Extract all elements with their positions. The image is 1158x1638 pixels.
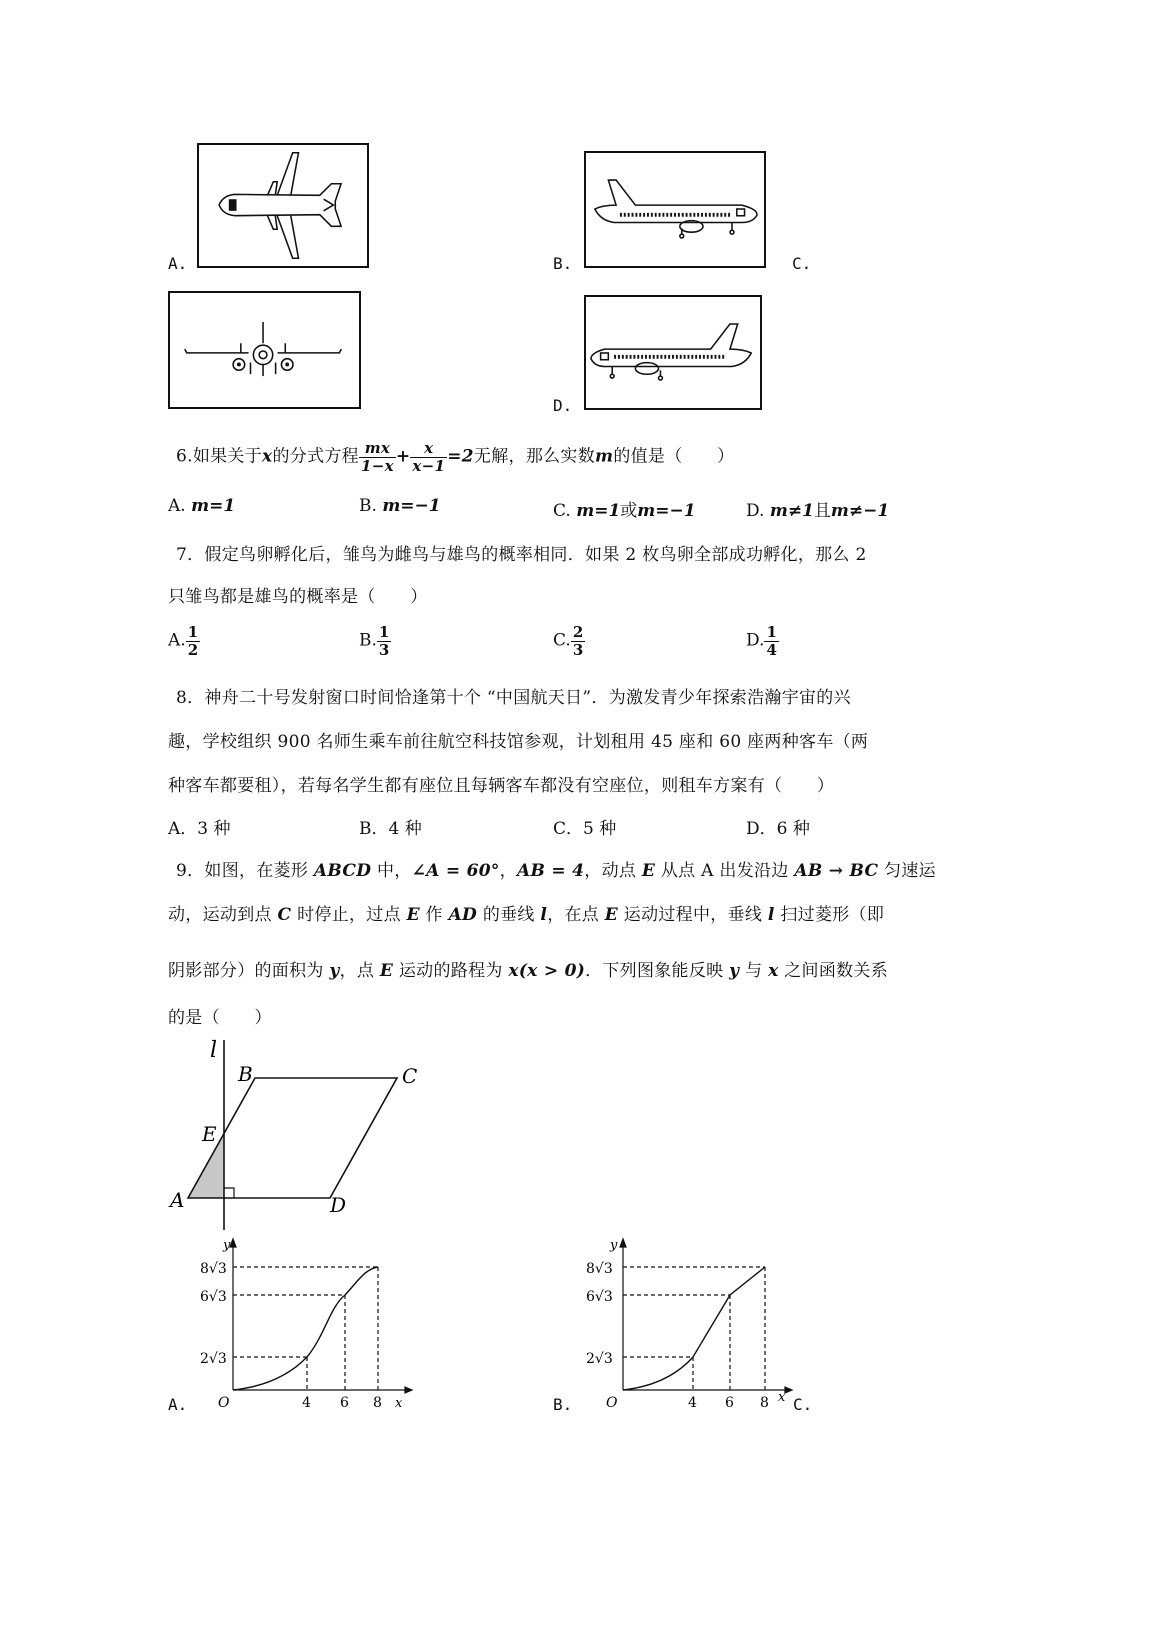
graph-option-a <box>190 1235 420 1415</box>
option-c-label: C. <box>792 254 812 273</box>
svg-text:6: 6 <box>725 1395 734 1411</box>
label-C: C <box>402 1064 418 1088</box>
q8-stem-line1: 8．神舟二十号发射窗口时间恰逢第十个 “中国航天日”．为激发青少年探索浩瀚宇宙的兴 <box>176 688 851 708</box>
q9-stem-line1: 9．如图，在菱形 ABCD 中，∠A = 60°，AB = 4，动点 E 从点 A 出发沿边 AB → BC 匀速运 <box>176 861 936 881</box>
svg-text:y: y <box>223 1238 231 1253</box>
q7-option-d: D. $\frac{1}{4}$ <box>746 623 777 659</box>
q6-stem: 6.如果关于x的分式方程 $\frac{mx}{1-x}$ + $\frac{x}{x-1}$ =2无解，那么实数m的值是（ ） <box>176 439 735 475</box>
svg-text:2√3: 2√3 <box>586 1351 613 1367</box>
svg-text:8√3: 8√3 <box>200 1261 227 1277</box>
label-E: E <box>202 1122 217 1146</box>
rhombus-figure <box>160 1035 440 1235</box>
q9-stem-line2: 动，运动到点 C 时停止，过点 E 作 AD 的垂线 l，在点 E 运动过程中，垂线 l 扫过菱形（即 <box>168 905 885 925</box>
option-b-label: B. <box>553 254 573 273</box>
svg-text:4: 4 <box>302 1395 311 1411</box>
q6-option-d: D. m≠1且m≠−1 <box>746 501 890 521</box>
option-c-figure <box>168 291 361 409</box>
q7-option-a: A. $\frac{1}{2}$ <box>168 623 199 659</box>
option-a-figure <box>197 143 369 268</box>
svg-text:8: 8 <box>373 1395 382 1411</box>
q9-stem-line4: 的是（ ） <box>168 1008 272 1028</box>
q6-fraction-1: $\frac{mx}{1-x}$ <box>360 439 394 475</box>
svg-text:8: 8 <box>760 1395 769 1411</box>
q6-option-a: A. m=1 <box>168 496 236 516</box>
graph-c-label: C. <box>793 1395 813 1414</box>
q8-stem-line2: 趣，学校组织 900 名师生乘车前往航空科技馆参观，计划租用 45 座和 60 座两种客车（两 <box>168 732 869 752</box>
svg-text:6√3: 6√3 <box>200 1289 227 1305</box>
q8-stem-line3: 种客车都要租），若每名学生都有座位且每辆客车都没有空座位，则租车方案有（ ） <box>168 776 835 796</box>
q8-option-c: C．5 种 <box>553 819 617 839</box>
q7-stem-line2: 只雏鸟都是雄鸟的概率是（ ） <box>168 587 428 607</box>
option-a-label: A. <box>168 254 188 273</box>
svg-text:x: x <box>395 1396 403 1411</box>
q6-option-b: B. m=−1 <box>359 496 441 516</box>
q8-option-b: B．4 种 <box>359 819 422 839</box>
graph-option-b <box>580 1235 813 1415</box>
airplane-side-view-left-icon <box>586 153 764 266</box>
svg-text:8√3: 8√3 <box>586 1261 613 1277</box>
graph-a-label: A. <box>168 1395 188 1414</box>
svg-text:y: y <box>610 1238 618 1253</box>
graph-b-label: B. <box>553 1395 573 1414</box>
q6-option-c: C. m=1或m=−1 <box>553 501 696 521</box>
option-b-figure <box>584 151 766 268</box>
airplane-side-view-right-icon <box>586 297 760 408</box>
q7-option-b: B. $\frac{1}{3}$ <box>359 623 390 659</box>
svg-text:6√3: 6√3 <box>586 1289 613 1305</box>
label-D: D <box>330 1193 347 1217</box>
label-l: l <box>210 1038 218 1063</box>
q6-fraction-2: $\frac{x}{x-1}$ <box>412 439 446 475</box>
q9-stem-line3: 阴影部分）的面积为 y，点 E 运动的路程为 x(x > 0)．下列图象能反映 y 与 x 之间函数关系 <box>168 961 889 981</box>
svg-text:x: x <box>778 1390 786 1405</box>
option-d-figure <box>584 295 762 410</box>
svg-text:2√3: 2√3 <box>200 1351 227 1367</box>
svg-text:4: 4 <box>688 1395 697 1411</box>
q7-stem-line1: 7．假定鸟卵孵化后，雏鸟为雌鸟与雄鸟的概率相同．如果 2 枚鸟卵全部成功孵化，那么 2 <box>176 545 867 565</box>
airplane-front-view-icon <box>170 293 359 407</box>
airplane-top-view-icon <box>199 145 367 266</box>
label-B: B <box>238 1062 253 1086</box>
q7-option-c: C. $\frac{2}{3}$ <box>553 623 584 659</box>
svg-text:O: O <box>218 1395 230 1411</box>
q8-option-d: D．6 种 <box>746 819 810 839</box>
svg-text:O: O <box>606 1395 618 1411</box>
svg-text:6: 6 <box>340 1395 349 1411</box>
q8-option-a: A．3 种 <box>168 819 231 839</box>
label-A: A <box>170 1188 185 1212</box>
option-d-label: D. <box>553 396 573 415</box>
